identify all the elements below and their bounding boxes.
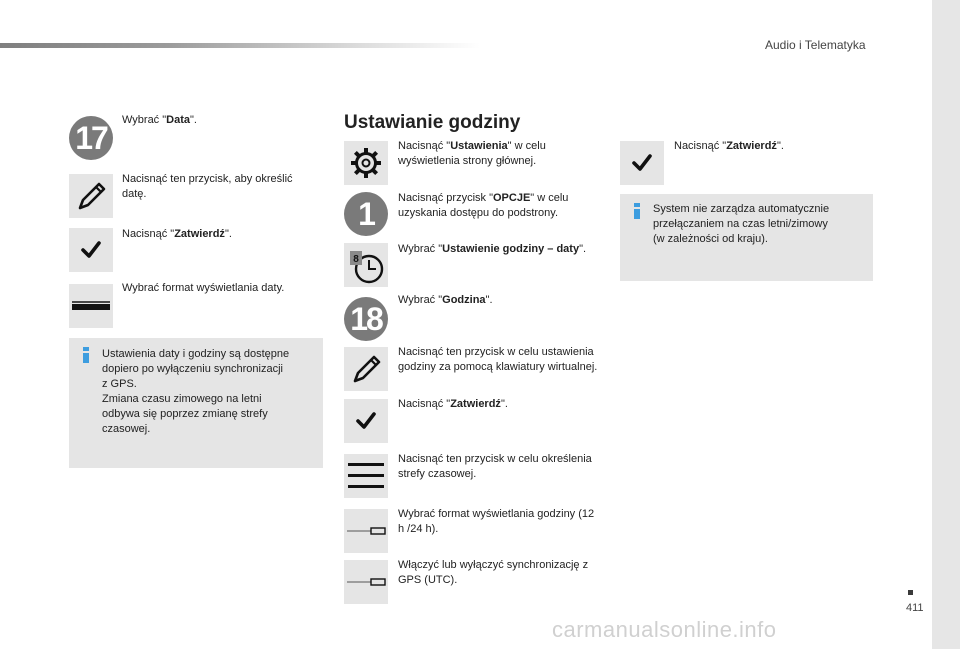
middle-row-3-text: Wybrać "Ustawienie godziny – daty". bbox=[398, 243, 587, 255]
confirm-date-button[interactable] bbox=[69, 228, 113, 272]
middle-row-6-text: Nacisnąć "Zatwierdź". bbox=[398, 398, 508, 410]
gps-sync-toggle[interactable] bbox=[344, 560, 388, 604]
left-row-3-text: Nacisnąć "Zatwierdź". bbox=[122, 228, 232, 240]
note-text: Ustawienia daty i godziny są dostępne dopiero po wyłączeniu synchronizacji z GPS. Zmiana czasu zimowego na letni odbywa się poprzez zmianę strefy czasowej. bbox=[102, 348, 290, 435]
clock-icon bbox=[346, 245, 386, 285]
checkmark-icon bbox=[355, 410, 377, 432]
left-row-2-text: Nacisnąć ten przycisk, aby określić datę. bbox=[122, 173, 293, 200]
middle-row-7-text: Nacisnąć ten przycisk w celu określenia strefy czasowej. bbox=[398, 453, 592, 480]
confirm-time-button[interactable] bbox=[344, 399, 388, 443]
step-badge-18: 18 bbox=[344, 297, 388, 341]
toggle-switch-icon bbox=[346, 524, 386, 538]
middle-row-9-text: Włączyć lub wyłączyć synchronizację z GPS (UTC). bbox=[398, 559, 589, 586]
time-date-setting-button[interactable] bbox=[344, 243, 388, 287]
side-strip bbox=[932, 0, 960, 649]
date-format-toggle[interactable] bbox=[69, 284, 113, 328]
clock-badge-number: 8 bbox=[353, 254, 359, 265]
edit-time-button[interactable] bbox=[344, 347, 388, 391]
checkmark-icon bbox=[631, 152, 653, 174]
middle-row-8-text: Wybrać format wyświetlania godziny (12 h /24 h). bbox=[398, 508, 595, 535]
left-row-4-text: Wybrać format wyświetlania daty. bbox=[122, 282, 285, 294]
edit-date-button[interactable] bbox=[69, 174, 113, 218]
step-badge-17: 17 bbox=[69, 116, 113, 160]
pencil-icon bbox=[74, 179, 108, 213]
page-marker bbox=[908, 590, 913, 595]
step-badge-1: 1 bbox=[344, 192, 388, 236]
middle-row-2-text: Nacisnąć przycisk "OPCJE" w celu uzyskania dostępu do podstrony. bbox=[398, 192, 569, 219]
pencil-icon bbox=[349, 352, 383, 386]
toggle-switch-icon bbox=[71, 298, 111, 314]
info-note-date bbox=[69, 338, 323, 468]
info-icon bbox=[634, 203, 640, 219]
page-number: 411 bbox=[906, 602, 924, 614]
confirm-settings-button[interactable] bbox=[620, 141, 664, 185]
gear-icon bbox=[350, 147, 382, 179]
time-zone-button[interactable] bbox=[344, 454, 388, 498]
watermark: carmanualsonline.info bbox=[552, 617, 777, 642]
middle-row-5-text: Nacisnąć ten przycisk w celu ustawienia godziny za pomocą klawiatury wirtualnej. bbox=[398, 346, 598, 373]
left-row-1-text: Wybrać "Data". bbox=[122, 114, 197, 126]
middle-row-1-text: Nacisnąć "Ustawienia" w celu wyświetlenia strony głównej. bbox=[398, 140, 546, 167]
section-title: Ustawianie godziny bbox=[344, 112, 521, 133]
time-format-toggle[interactable] bbox=[344, 509, 388, 553]
settings-button[interactable] bbox=[344, 141, 388, 185]
header-gradient-bar bbox=[0, 43, 480, 48]
right-row-text: Nacisnąć "Zatwierdź". bbox=[674, 140, 784, 152]
toggle-switch-icon bbox=[346, 575, 386, 589]
middle-row-4-text: Wybrać "Godzina". bbox=[398, 294, 493, 306]
note-text: System nie zarządza automatycznie przełączaniem na czas letni/zimowy (w zależności od kraju). bbox=[653, 203, 830, 245]
info-icon bbox=[83, 347, 89, 363]
info-note-dst bbox=[620, 194, 873, 281]
checkmark-icon bbox=[80, 239, 102, 261]
menu-icon bbox=[347, 460, 385, 492]
header-title: Audio i Telematyka bbox=[765, 38, 866, 52]
